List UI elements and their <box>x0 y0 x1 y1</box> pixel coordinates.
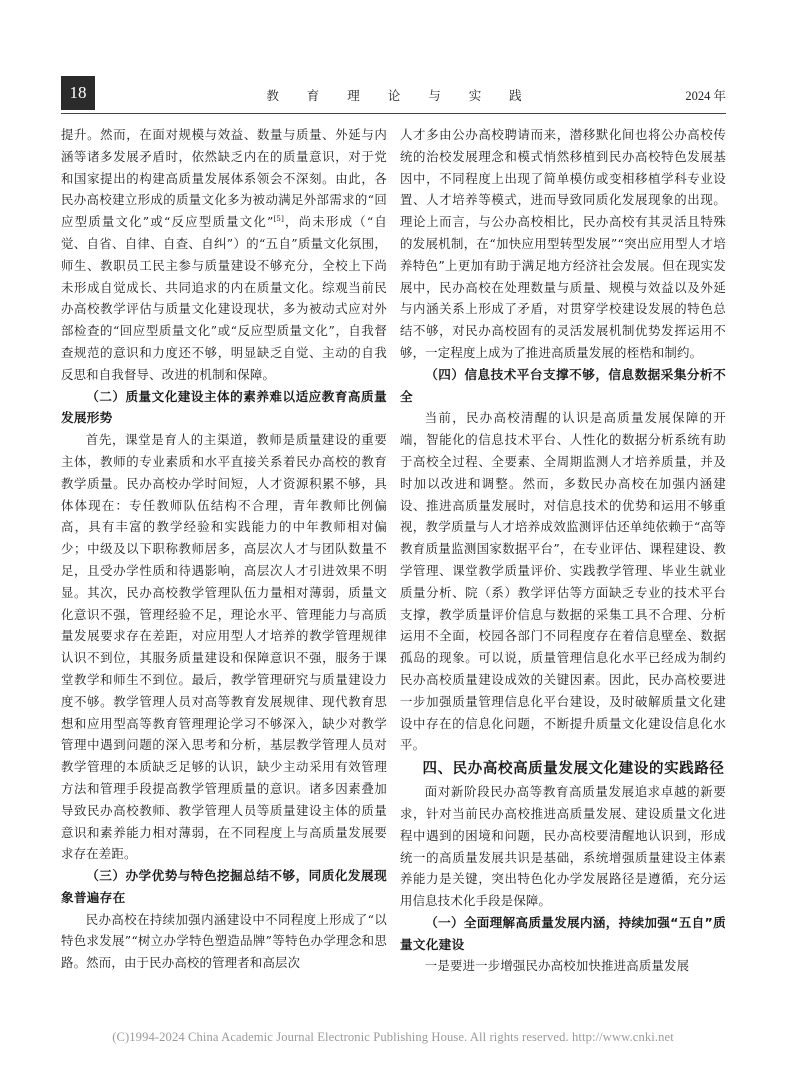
citation-ref: [5] <box>273 215 285 224</box>
paragraph-text: ，尚未形成（“自觉、自省、自律、自查、自纠”）的“五自”质量文化氛围，师生、教职员工民主参与质量建设不够充分，全校上下尚未形成自觉成长、共同追求的内在质量文化。综观当前民办高校教学评估与质量文化建设现状，多为被动式应对外部检查的“回应型质量文化”或“反应型质量文化”，自我督查规范的意识和力度还不够，明显缺乏自觉、主动的自我反思和自我督导、改进的机制和保障。 <box>61 214 387 382</box>
paragraph <box>61 124 387 386</box>
issue-year: 2024 年 <box>685 89 726 103</box>
paragraph: 面对新阶段民办高等教育高质量发展追求卓越的新要求，针对当前民办高校推进高质量发展、建设质量文化进程中遇到的困境和问题，民办高校要清醒地认识到，形成统一的高质量发展共识是基础，系统增强质量建设主体素养能力是关键，突出特色化办学发展路径是遵循，充分运用信息技术化手段是保障。 <box>400 784 726 909</box>
paragraph: 首先，课堂是育人的主渠道，教师是质量建设的重要主体，教师的专业素质和水平直接关系着民办高校的教育教学质量。民办高校办学时间短，人才资源积累不够，具体体现在：专任教师队伍结构不合理，青年教师比例偏高，具有丰富的教学经验和实践能力的中年教师相对偏少；中级及以下职称教师居多，高层次人才与团队数量不足，且受办学性质和待遇影响，高层次人才引进效果不明显。其次，民办高校教学管理队伍力量相对薄弱，质量文化意识不强，管理经验不足，理论水平、管理能力与高质量发展要求存在差距，对应用型人才培养的教学管理规律认识不到位，其服务质量建设和保障意识不强，服务于课堂教学和师生不到位。最后，教学管理研究与质量建设力度不够。教学管理人员对高等教育发展规律、现代教育思想和应用型高等教育管理理论学习不够深入，缺少对教学管理中遇到问题的深入思考和分析，基层教学管理人员对教学管理的本质缺乏足够的认识，缺少主动采用有效管理方法和管理手段提高教学管理质量的意识。诸多因素叠加导致民办高校教师、教学管理人员等质量建设主体的质量意识和素养能力相对薄弱，在不同程度上与高质量发展要求存在差距。 <box>61 432 387 862</box>
section-heading: 四、民办高校高质量发展文化建设的实践路径 <box>422 761 725 778</box>
subsection-heading: （一）全面理解高质量发展内涵，持续加强“五自”质量文化建设 <box>400 914 727 952</box>
header-divider <box>61 113 726 114</box>
subsection-heading: （二）质量文化建设主体的素养难以适应教育高质量发展形势 <box>61 388 387 426</box>
page-number: 18 <box>61 76 95 110</box>
paragraph: 人才多由公办高校聘请而来，潜移默化间也将公办高校传统的治校发展理念和模式悄然移植到民办高校特色发展基因中，不同程度上出现了简单模仿或变相移植学科专业设置、人才培养等模式，进而导致同质化发展现象的出现。理论上而言，与公办高校相比，民办高校有其灵活且特殊的发展机制，在“加快应用型转型发展”“突出应用型人才培养特色”上更加有助于满足地方经济社会发展。但在现实发展中，民办高校在处理数量与质量、规模与效益以及外延与内涵关系上形成了矛盾，对贯穿学校建设发展的特色总结不够，对民办高校固有的灵活发展机制优势发挥运用不够，一定程度上成为了推进高质量发展的桎梏和制约。 <box>400 127 726 360</box>
right-column <box>400 124 726 977</box>
subsection-heading: （四）信息技术平台支撑不够，信息数据采集分析不全 <box>400 366 726 404</box>
subsection-heading: （三）办学优势与特色挖掘总结不够，同质化发展现象普遍存在 <box>61 868 387 905</box>
paragraph: 一是要进一步增强民办高校加快推进高质量发展 <box>424 958 690 974</box>
journal-title: 教 育 理 论 与 实 践 <box>266 88 534 103</box>
paragraph: 民办高校在持续加强内涵建设中不同程度上形成了“以特色求发展”“树立办学特色塑造品牌”等特色办学理念和思路。然而，由于民办高校的管理者和高层次 <box>61 911 387 971</box>
copyright-footer: (C)1994-2024 China Academic Journal Electronic Publishing House. All rights reserved. http://www.cnki.net <box>112 1030 674 1044</box>
paragraph-text: 提升。然而，在面对规模与效益、数量与质量、外延与内涵等诸多发展矛盾时，依然缺乏内在的质量意识，对于党和国家提出的构建高质量发展体系领会不深刻。由此，各民办高校建立形成的质量文化多为被动满足外部需求的“回应型质量文化”或“反应型质量文化” <box>61 127 387 230</box>
paragraph: 当前，民办高校清醒的认识是高质量发展保障的开端，智能化的信息技术平台、人性化的数据分析系统有助于高校全过程、全要素、全周期监测人才培养质量，并及时加以改进和调整。然而，多数民办高校在加强内涵建设、推进高质量发展时，对信息技术的优势和运用不够重视，教学质量与人才培养成效监测评估还单纯依赖于“高等教育质量监测国家数据平台”，在专业评估、课程建设、教学管理、课堂教学质量评价、实践教学管理、毕业生就业质量分析、院（系）教学评估等方面缺乏专业的技术平台支撑，教学质量评价信息与数据的采集工具不合理、分析运用不全面，校园各部门不同程度存在着信息壁垒、数据孤岛的现象。可以说，质量管理信息化水平已经成为制约民办高校质量建设成效的关键因素。因此，民办高校要进一步加强质量管理信息化平台建设，及时破解质量文化建设中存在的信息化问题，不断提升质量文化建设信息化水平。 <box>400 410 726 753</box>
left-column <box>61 124 387 974</box>
